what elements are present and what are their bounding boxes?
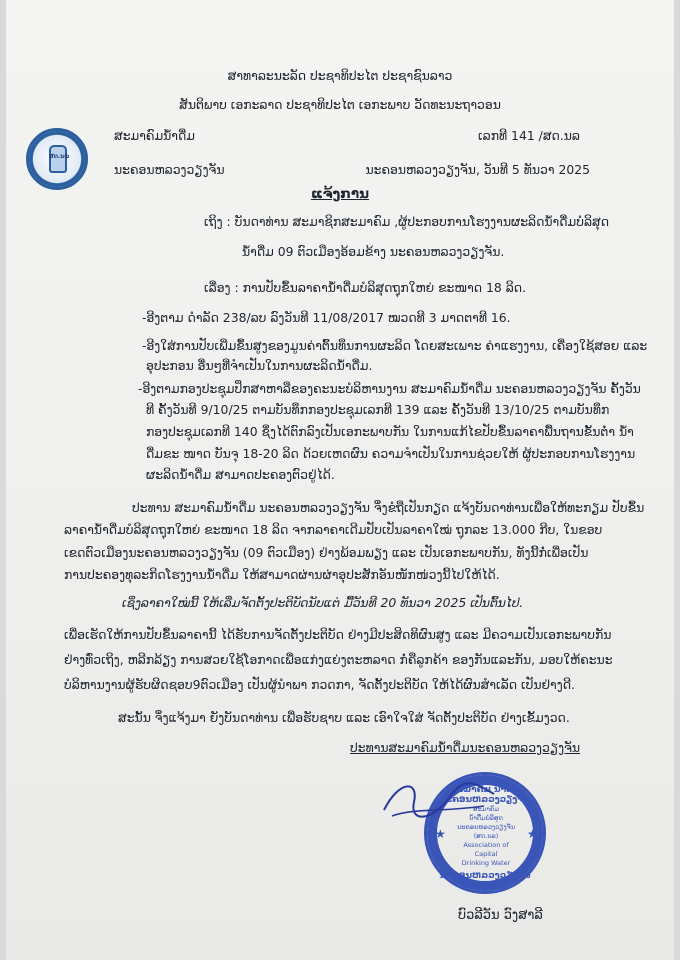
to-line-1: ເຖິງ : ບັນດາທ່ານ ສະມາຊິກສະມາຄົມ ,ຜູ້ປະກອບການໂຮງງານຜະລິດນໍ້າດື່ມບໍລິສຸດ <box>204 214 610 229</box>
ref-line: ຜະລິດນໍ້າດື່ມ ສາມາດປະຄອງຕົວຢູ່ໄດ້. <box>146 467 335 482</box>
doc-number: ເລກທີ 141 /ສດ.ນລ <box>478 128 580 143</box>
seal-text: ນະຄອນຫລວງວຽງຈັນ <box>457 823 515 831</box>
motto-heading: ສັນຕິພາບ ເອກະລາດ ປະຊາທິປະໄຕ ເອກະພາບ ວັດທະນະຖາວອນ <box>179 97 501 112</box>
doc-date: ນະຄອນຫລວງວຽງຈັນ, ວັນທີ 5 ທັນວາ 2025 <box>365 162 590 177</box>
seal-ring-bottom: ນະຄອນຫລວງວຽງຈັນ <box>439 871 531 881</box>
body-line: ການປະຄອງທຸລະກິດໂຮງງານນໍ້າດື່ມ ໃຫ້ສາມາດຜ່ານຜ່າອຸປະສັກອັນໜັກໜ່ວງນີ້ໄປໃຫ້ໄດ້. <box>64 567 500 582</box>
seal-text: ສະມາຄົມ <box>473 805 499 813</box>
seal-text: Drinking Water <box>461 859 511 867</box>
effective-date-line: ເຊິ່ງລາຄາໃໝ່ນີ້ ໃຫ້ເລີ່ມຈັດຕັ້ງປະຕິບັດນັບແຕ່ ມື້ວັນທີ 20 ທັນວາ 2025 ເປັນຕົ້ນໄປ. <box>122 595 524 610</box>
ref-line: -ອີງໃສ່ການປັບເພີ່ມຂຶ້ນສູງຂອງມູນຄ່າຕົ້ນທຶນການຜະລິດ ໂດຍສະເພາະ ຄ່າແຮງງານ, ເຄື່ອງໃຊ້ສອຍ ແລະ <box>142 338 648 353</box>
seal-star-icon: ★ <box>527 827 538 841</box>
seal-star-icon: ★ <box>435 827 446 841</box>
signatory-name: ບົວລີວັນ ວົງສາລີ <box>458 908 543 923</box>
ref-line: -ອີງຕາມ ດຳລັດ 238/ລບ ລົງວັນທີ 11/08/2017 ໝວດທີ 3 ມາດຕາທີ 16. <box>142 310 511 325</box>
ref-line: ອຸປະກອນ ອື່ນໆທີ່ຈຳເປັນໃນການຜະລິດນໍ້າດື່ມ. <box>146 358 373 373</box>
org-name: ສະມາຄົມນໍ້າດື່ມ <box>114 128 195 143</box>
org-city: ນະຄອນຫລວງວຽງຈັນ <box>114 162 225 177</box>
seal-text: (ສດ.ນລ) <box>473 832 499 840</box>
body-line: ປະທານ ສະມາຄົມນໍ້າດື່ມ ນະຄອນຫລວງວຽງຈັນ ຈຶ່ງຂໍຖືເປັນກຽດ ແຈ້ງບັນດາທ່ານເພື່ອໃຫ້ທະກຽມ ປັບຂຶ້ນ <box>132 500 645 515</box>
signature <box>374 770 504 830</box>
closing-line: ສະນັ້ນ ຈຶ່ງແຈ້ງມາ ຍັງບັນດາທ່ານ ເພື່ອຮັບຊາບ ແລະ ເອົາໃຈໃສ່ ຈັດຕັ້ງປະຕິບັດ ຢ່າງເຂັ້ມງວດ. <box>118 710 570 725</box>
body-line: ບໍລິຫານງານຜູ້ຮັບຜິດຊອບ9ຕົວເມືອງ ເປັນຜູ້ນຳພາ ກວດກາ, ຈັດຕັ້ງປະຕິບັດ ໃຫ້ໄດ້ຜົນສຳເລັດ ເປັນຢ່າງດີ. <box>64 677 575 692</box>
seal-ring-top: ສະມາຄົມ ນໍ້າດື່ມ ນະຄອນຫລວງວຽງຈັນ <box>439 785 531 805</box>
document-page <box>6 0 674 960</box>
body-line: ລາຄານໍ້າດື່ມບໍລິສຸດຖຸກໃຫຍ່ ຂະໜາດ 18 ລິດ ຈາກລາຄາເດີມປັບເປັນລາຄາໃໝ່ ຖຸກລະ 13.000 ກີບ, ໃນຂອບ <box>64 522 603 537</box>
body-line: ເພື່ອເຮັດໃຫ້ການປັບຂຶ້ນລາຄານີ້ ໄດ້ຮັບການຈັດຕັ້ງປະຕິບັດ ຢ່າງມີປະສິດທິຜົນສູງ ແລະ ມີຄວາມເປັນເອກະພາບກັນ <box>64 627 612 642</box>
notice-title: ແຈ້ງການ <box>310 186 370 202</box>
seal-text: Association of Capital <box>463 841 509 858</box>
subject-line: ເລື່ອງ : ການປັບຂຶ້ນລາຄານໍ້າດື່ມບໍລິສຸດຖຸກໃຫຍ່ ຂະໜາດ 18 ລິດ. <box>204 280 527 295</box>
body-line: ເຂດຕົວເມືອງນະຄອນຫລວງວຽງຈັນ (09 ຕົວເມືອງ) ຢ່າງພ້ອມພຽງ ແລະ ເປັນເອກະພາບກັນ, ທັງນີ້ກໍ່ເພື່ອເປັນ <box>64 545 589 560</box>
signatory-title: ປະທານສະມາຄົມນໍ້າດື່ມນະຄອນຫລວງວຽງຈັນ <box>350 740 581 755</box>
to-line-2: ນໍ້າດື່ມ 09 ຕົວເມືອງອ້ອມຂ້າງ ນະຄອນຫລວງວຽງຈັນ. <box>242 244 505 259</box>
ref-line: ທີ ຄັ້ງວັນທີ 9/10/25 ຕາມບັນທຶກກອງປະຊຸມເລກທີ 139 ແລະ ຄັ້ງວັນທີ 13/10/25 ຕາມບັນທຶກ <box>146 402 610 417</box>
association-logo <box>26 128 88 190</box>
ref-line: ກອງປະຊຸມເລກທີ 140 ຊຶ່ງໄດ້ຕົກລົງເປັນເອກະພາບກັນ ໃນການແກ້ໄຂປັບຂຶ້ນລາຄາພື້ນຖານຂັ້ນຕໍ່າ ນໍ້າ <box>146 424 634 439</box>
seal-text: ນໍ້າດື່ມບໍລິສຸດ <box>469 814 503 822</box>
ref-line: -ອີງຕາມກອງປະຊຸມປຶກສາຫາລືຂອງຄະນະບໍລິຫານງານ ສະມາຄົມນໍ້າດື່ມ ນະຄອນຫລວງວຽງຈັນ ຄັ້ງວັນ <box>138 381 641 396</box>
country-heading: ສາທາລະນະລັດ ປະຊາທິປະໄຕ ປະຊາຊົນລາວ <box>227 68 453 83</box>
ref-line: ດື່ມຂະ ໜາດ ບັນຈຸ 18-20 ລິດ ດ້ວຍເຫດຜົນ ຄວາມຈຳເປັນໃນການຊ່ວຍໃຫ້ ຜູ້ປະກອບການໂຮງງານ <box>146 446 636 461</box>
body-line: ຢ່າງທົ່ວເຖິງ, ຫລີກລ້ຽງ ການສວຍໃຊ້ໂອກາດເພື່ອແກ່ງແຍ່ງຕະຫລາດ ກໍ່ຄືລູກຄ້າ ຂອງກັນແລະກັນ, ມອບໃຫ້ຄະນະ <box>64 652 613 667</box>
logo-label: ສດ.ນລ <box>48 153 70 160</box>
